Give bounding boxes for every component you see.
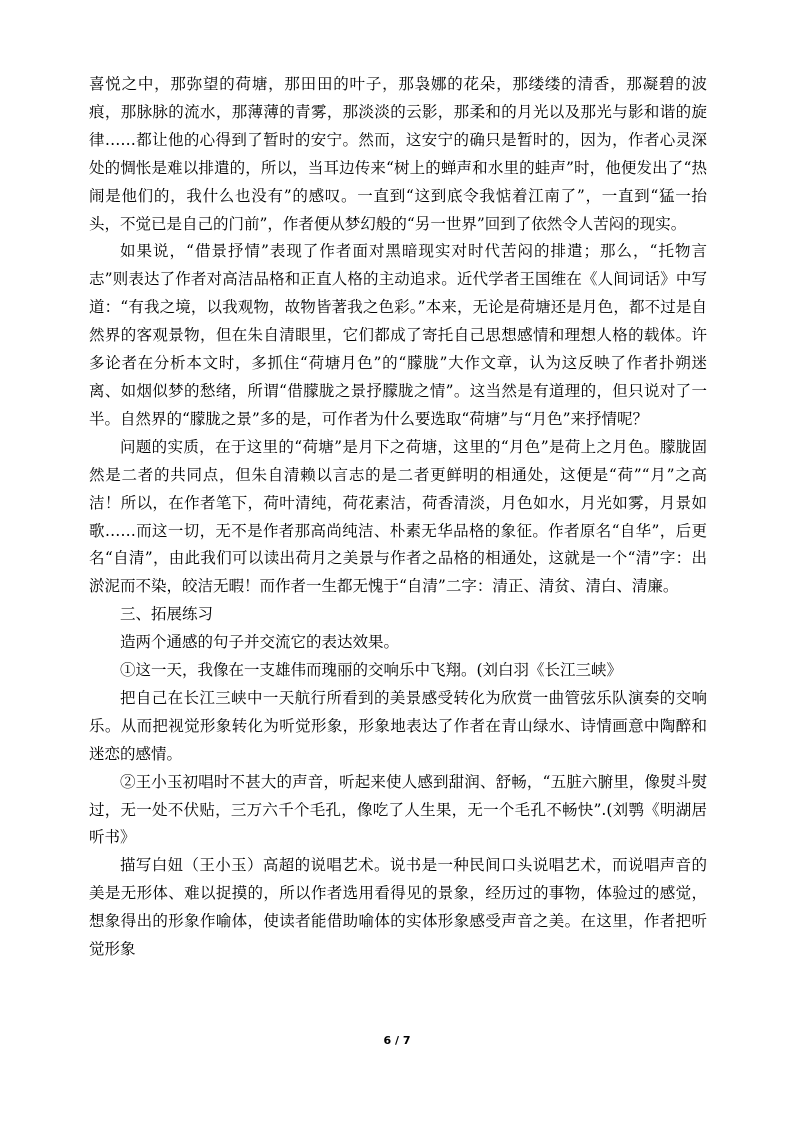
example-analysis-1: 把自己在长江三峡中一天航行所看到的美景感受转化为欣赏一曲管弦乐队演奏的交响乐。从而把视觉形象转化为听觉形象，形象地表达了作者在青山绿水、诗情画意中陶醉和迷恋的感情。 bbox=[89, 688, 707, 763]
paragraph-essence: 问题的实质，在于这里的“荷塘”是月下之荷塘，这里的“月色”是荷上之月色。朦胧固然是二者的共同点，但朱自清赖以言志的是二者更鲜明的相通处，这便是“荷”“月”之高洁！所以，在作者笔下，荷叶清纯，荷花素洁，荷香清淡，月色如水，月光如雾，月景如歌……而这一切，无不是作者那高尚纯洁、朴素无华品格的象征。作者原名“自华”，后更名“自清”，由此我们可以读出荷月之美景与作者之品格的相通处，这就是一个“清”字：出淤泥而不染，皎洁无暇！而作者一生都无愧于“自清”二字：清正、清贫、清白、清廉。 bbox=[89, 437, 707, 596]
body-text bbox=[89, 71, 707, 964]
exercise-instruction: 造两个通感的句子并交流它的表达效果。 bbox=[120, 633, 400, 652]
example-sentence-2: ②王小玉初唱时不甚大的声音，听起来使人感到甜润、舒畅，“五脏六腑里，像熨斗熨过，无一处不伏贴，三万六千个毛孔，像吃了人生果，无一个毛孔不畅快”.(刘鹗《明湖居听书》 bbox=[89, 772, 707, 847]
paragraph-continuation: 喜悦之中，那弥望的荷塘，那田田的叶子，那袅娜的花朵，那缕缕的清香，那凝碧的波痕，那脉脉的流水，那薄薄的青雾，那淡淡的云影，那柔和的月光以及那光与影和谐的旋律……都让他的心得到了暂时的安宁。然而，这安宁的确只是暂时的，因为，作者心灵深处的惆怅是难以排遣的，所以，当耳边传来“树上的蝉声和水里的蛙声”时，他便发出了“热闹是他们的，我什么也没有”的感叹。一直到“这到底令我惦着江南了”，一直到“猛一抬头，不觉已是自己的门前”，作者便从梦幻般的“另一世界”回到了依然令人苦闷的现实。 bbox=[89, 75, 707, 233]
page-number: 6 / 7 bbox=[383, 1034, 411, 1047]
section-heading-extension-exercise: 三、拓展练习 bbox=[120, 605, 214, 624]
example-sentence-1: ①这一天，我像在一支雄伟而瑰丽的交响乐中飞翔。(刘白羽《长江三峡》 bbox=[120, 661, 623, 680]
example-analysis-2: 描写白妞（王小玉）高超的说唱艺术。说书是一种民间口头说唱艺术，而说唱声音的美是无形体、难以捉摸的，所以作者选用看得见的景象，经历过的事物，体验过的感觉，想象得出的形象作喻体，使读者能借助喻体的实体形象感受声音之美。在这里，作者把听觉形象 bbox=[89, 856, 707, 959]
paragraph-tuowu-yanzhi: 如果说，“借景抒情”表现了作者面对黑暗现实对时代苦闷的排遣；那么，“托物言志”则表达了作者对高洁品格和正直人格的主动追求。近代学者王国维在《人间词话》中写道：“有我之境，以我观物，故物皆著我之色彩。”本来，无论是荷塘还是月色，都不过是自然界的客观景物，但在朱自清眼里，它们都成了寄托自己思想感情和理想人格的载体。许多论者在分析本文时，多抓住“荷塘月色”的“朦胧”大作文章，认为这反映了作者扑朔迷离、如烟似梦的愁绪，所谓“借朦胧之景抒朦胧之情”。这当然是有道理的，但只说对了一半。自然界的“朦胧之景”多的是，可作者为什么要选取“荷塘”与“月色”来抒情呢？ bbox=[89, 242, 707, 428]
